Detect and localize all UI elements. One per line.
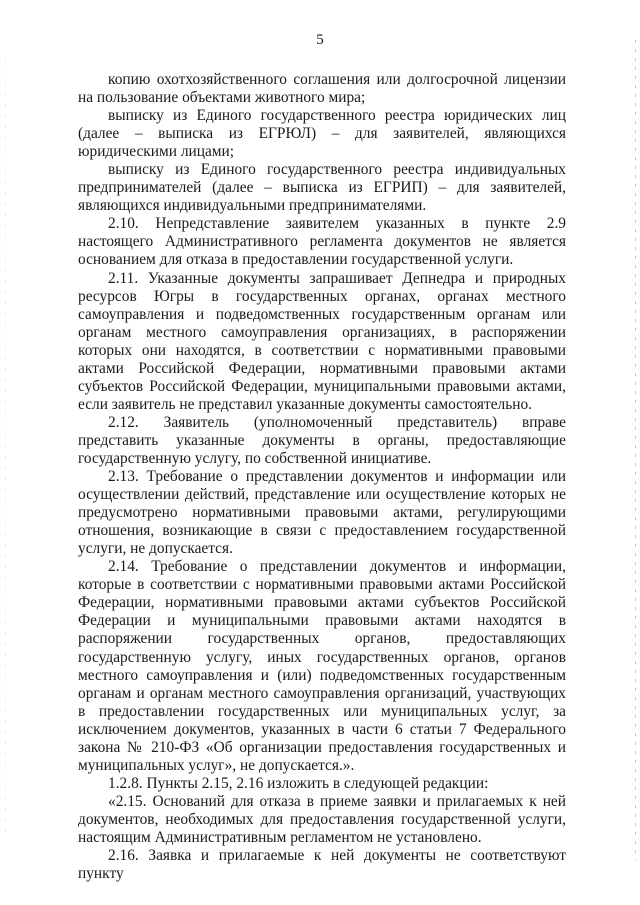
paragraph-2-14: 2.14. Требование о представлении документов и информации, которые в соответствии с нормативными правовыми актами Российской Федерации, нормативными правовыми актами субъектов Российской Федерации и муниципальными правовыми актами находятся в распоряжении государственных органов, предоставляющих государственную услугу, иных государственных органов, органов местного самоуправления и (или) подведомственных государственным органам и органам местного самоуправления организаций, участвующих в предоставлении государственных или муниципальных услуг, за исключением документов, указанных в части 6 статьи 7 Федерального закона № 210-ФЗ «Об организации предоставления государственных и муниципальных услуг», не допускается.».: [78, 558, 566, 774]
paragraph-2-15: «2.15. Оснований для отказа в приеме заявки и прилагаемых к ней документов, необходимых для предоставления государственной услуги, настоящим Административным регламентом не установлено.: [78, 792, 566, 846]
paragraph-2-10: 2.10. Непредставление заявителем указанных в пункте 2.9 настоящего Административного регламента документов не является основанием для отказа в предоставлении государственной услуги.: [78, 215, 566, 269]
paragraph-2-12: 2.12. Заявитель (уполномоченный представитель) вправе представить указанные документы в органы, предоставляющие государственную услугу, по собственной инициативе.: [78, 413, 566, 467]
paragraph-hunting-agreement: копию охотхозяйственного соглашения или долгосрочной лицензии на пользование объектами животного мира;: [78, 71, 566, 107]
document-body: [78, 71, 566, 883]
paragraph-egrul-extract: выписку из Единого государственного реестра юридических лиц (далее – выписка из ЕГРЮЛ) – для заявителей, являющихся юридическими лицами;: [78, 107, 566, 161]
paragraph-1-2-8: 1.2.8. Пункты 2.15, 2.16 изложить в следующей редакции:: [108, 774, 489, 792]
paragraph-egrip-extract: выписку из Единого государственного реестра индивидуальных предпринимателей (далее – выписка из ЕГРИП) – для заявителей, являющихся индивидуальными предпринимателями.: [78, 161, 566, 215]
scan-edge-right: [635, 40, 636, 860]
paragraph-2-16: 2.16. Заявка и прилагаемые к ней документы не соответствуют пункту: [78, 847, 566, 883]
page-number: 5: [316, 32, 324, 48]
paragraph-2-11: 2.11. Указанные документы запрашивает Депнедра и природных ресурсов Югры в государственных органах, органах местного самоуправления и подведомственных государственным органам или органам местного самоуправления организациях, в распоряжении которых они находятся, в соответствии с нормативными правовыми актами Российской Федерации, нормативными правовыми актами субъектов Российской Федерации, муниципальными правовыми актами, если заявитель не представил указанные документы самостоятельно.: [78, 269, 566, 413]
scan-edge-left: [5, 60, 6, 840]
paragraph-2-13: 2.13. Требование о представлении документов и информации или осуществлении действий, представление или осуществление которых не предусмотрено нормативными правовыми актами, регулирующими отношения, возникающие в связи с предоставлением государственной услуги, не допускается.: [78, 468, 566, 558]
